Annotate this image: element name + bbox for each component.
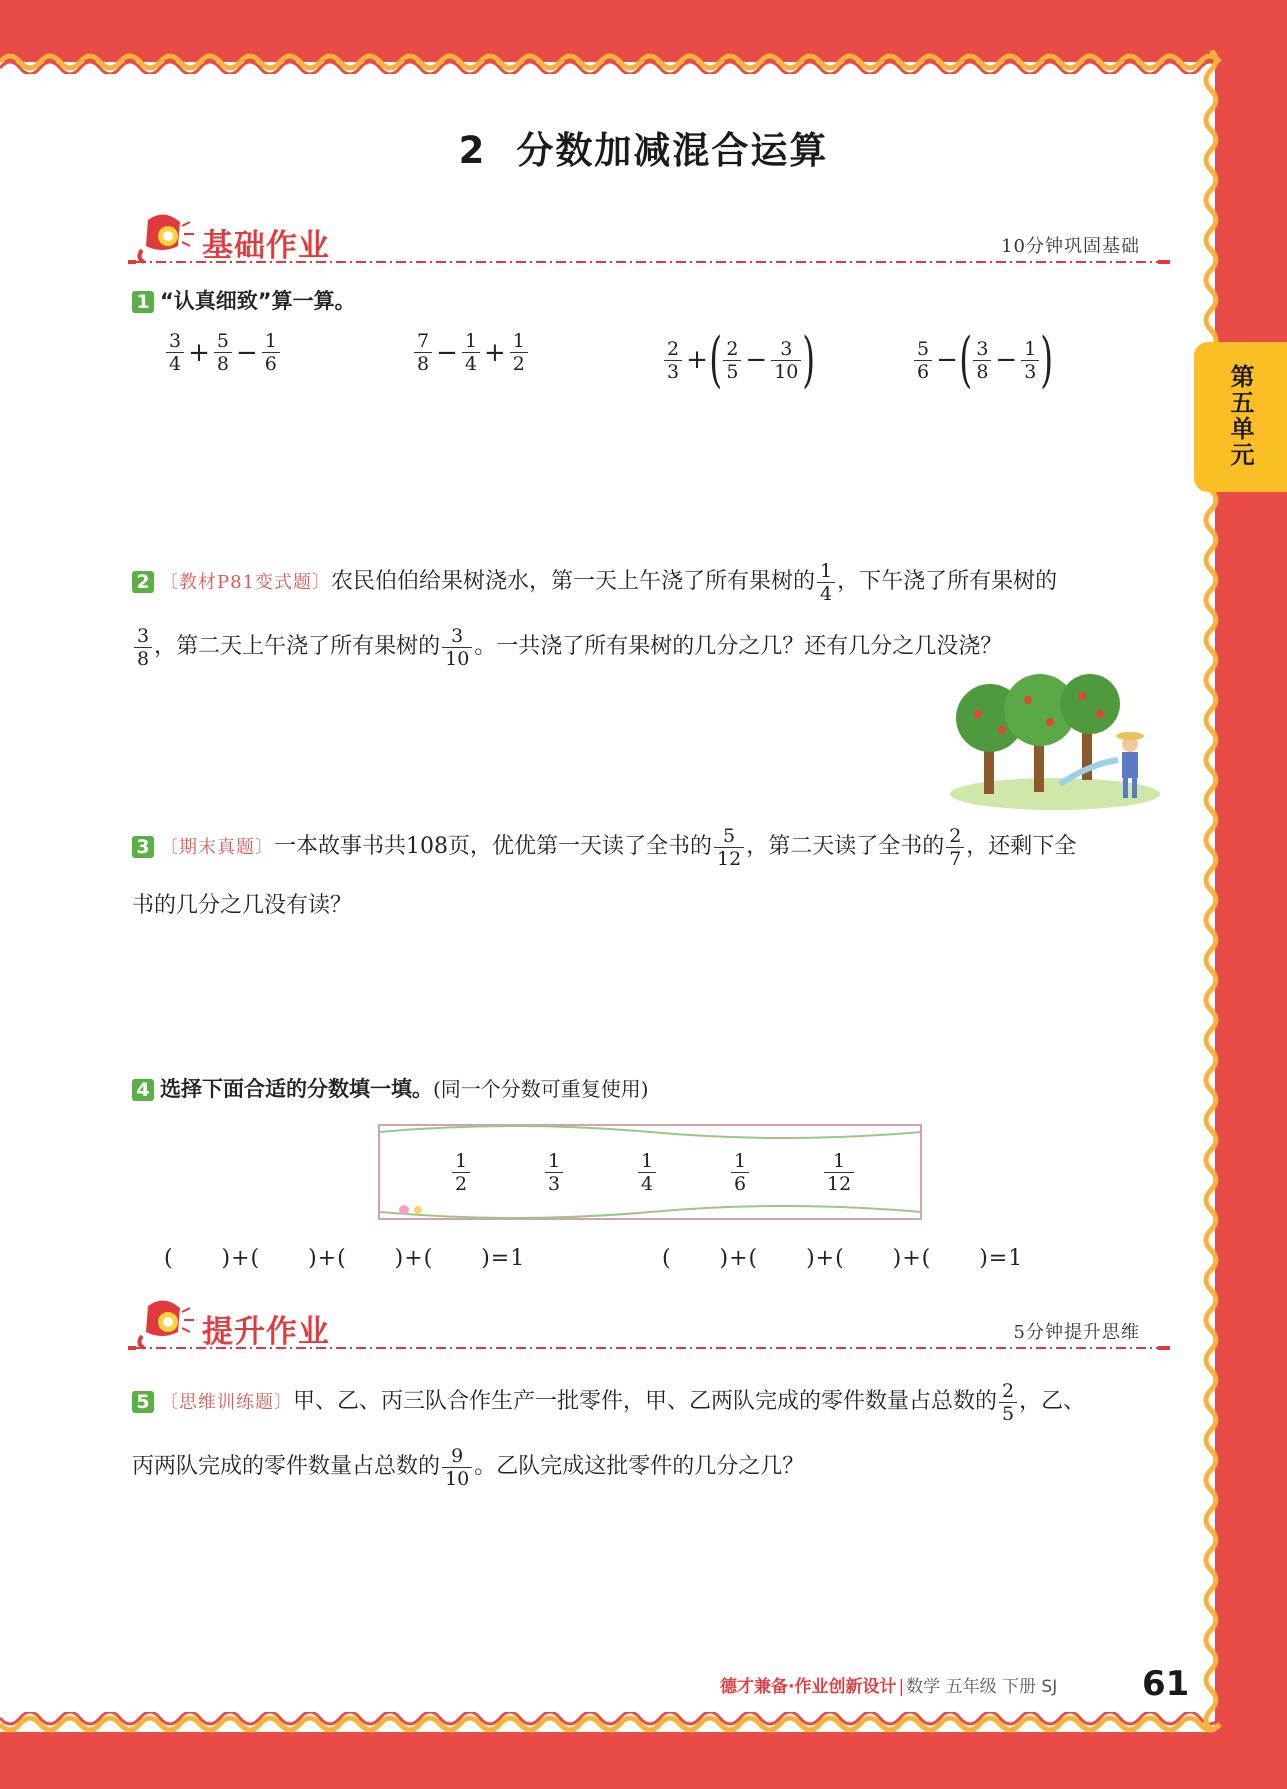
question-number: 2 — [132, 571, 154, 593]
question-3 — [132, 818, 1172, 935]
footer — [720, 1672, 1057, 1697]
right-paren: ) — [1040, 325, 1054, 395]
fraction: $\frac{3}{10}$ — [771, 338, 801, 383]
fraction: $\frac{3}{4}$ — [166, 330, 184, 375]
question-number: 1 — [132, 291, 154, 313]
option-2 — [543, 1150, 565, 1195]
question-text: ，第二天上午浇了所有果树的 — [154, 634, 441, 659]
section-basic-hint: 10分钟巩固基础 — [1001, 236, 1140, 257]
question-text: 。乙队完成这批零件的几分之几？ — [474, 1454, 805, 1479]
footer-grade: 五年级 — [945, 1677, 997, 1697]
expression-3 — [662, 325, 816, 395]
section-advanced-title: 提升作业 — [202, 1314, 330, 1350]
footer-divider: | — [898, 1677, 905, 1697]
lesson-title: 分数加减混合运算 — [516, 129, 829, 172]
question-text: ，还剩下全 — [966, 834, 1077, 859]
section-divider — [128, 1346, 1170, 1350]
equation-2: ( )+( )+( )+( )=1 — [662, 1246, 1024, 1271]
fraction: $\frac{2}{5}$ — [723, 338, 741, 383]
operator: − — [936, 345, 958, 375]
fraction: $\frac{9}{10}$ — [442, 1445, 472, 1490]
fraction: $\frac{1}{3}$ — [1021, 338, 1039, 383]
section-divider — [128, 260, 1170, 264]
fraction: $\frac{2}{3}$ — [664, 338, 682, 383]
unit-label: 第五单元 — [1226, 364, 1254, 468]
fraction: $\frac{5}{12}$ — [714, 825, 744, 870]
option-1 — [450, 1150, 472, 1195]
fraction: $\frac{1}{2}$ — [452, 1150, 470, 1195]
left-paren: ( — [709, 325, 723, 395]
question-text: 一本故事书共108页，优优第一天读了全书的 — [274, 834, 712, 859]
fraction: $\frac{2}{5}$ — [999, 1380, 1017, 1425]
question-text: 书的几分之几没有读？ — [132, 893, 353, 918]
question-4-text: 选择下面合适的分数填一填。 — [160, 1077, 433, 1101]
fraction: $\frac{1}{4}$ — [817, 560, 835, 605]
question-tag: 〔期末真题〕 — [160, 837, 274, 858]
question-5 — [132, 1370, 1172, 1499]
operator: − — [235, 337, 258, 368]
fraction: $\frac{7}{8}$ — [414, 330, 432, 375]
question-number: 4 — [132, 1079, 154, 1101]
top-wave-border — [0, 44, 1230, 74]
expression-1 — [164, 330, 282, 375]
question-text: ，乙、 — [1019, 1389, 1086, 1414]
question-2 — [132, 550, 1172, 679]
fraction: $\frac{1}{3}$ — [545, 1150, 563, 1195]
question-4-note: (同一个分数可重复使用) — [433, 1077, 649, 1101]
operator: + — [686, 345, 708, 375]
left-paren: ( — [959, 325, 973, 395]
bell-mascot-icon — [134, 210, 196, 266]
fraction: $\frac{1}{4}$ — [462, 330, 480, 375]
question-text: ，第二天读了全书的 — [746, 834, 945, 859]
expression-4 — [912, 325, 1054, 395]
fraction: $\frac{3}{10}$ — [442, 625, 472, 670]
operator: + — [483, 337, 506, 368]
expression-2 — [412, 330, 530, 375]
equation-1: ( )+( )+( )+( )=1 — [164, 1246, 526, 1271]
question-text: 丙两队完成的零件数量占总数的 — [132, 1454, 441, 1479]
fraction: $\frac{1}{12}$ — [824, 1150, 854, 1195]
section-basic-header — [128, 210, 1170, 270]
footer-subject: 数学 — [906, 1677, 941, 1697]
lesson-number: 2 — [458, 129, 487, 172]
question-1 — [132, 284, 356, 318]
fraction: $\frac{3}{8}$ — [973, 338, 991, 383]
operator: − — [436, 337, 458, 368]
question-text: ，下午浇了所有果树的 — [837, 569, 1058, 594]
question-number: 3 — [132, 836, 154, 858]
page-number: 61 — [1142, 1664, 1190, 1704]
footer-volume: 下册 — [1002, 1677, 1037, 1697]
section-advanced-header — [128, 1296, 1170, 1356]
question-text: 农民伯伯给果树浇水，第一天上午浇了所有果树的 — [331, 569, 816, 594]
fraction: $\frac{2}{7}$ — [946, 825, 964, 870]
bottom-wave-border — [0, 1712, 1230, 1742]
fraction: $\frac{5}{6}$ — [914, 338, 932, 383]
fraction: $\frac{5}{8}$ — [214, 330, 232, 375]
page-title — [0, 120, 1287, 174]
fraction: $\frac{1}{6}$ — [731, 1150, 749, 1195]
footer-edition: SJ — [1041, 1677, 1058, 1697]
unit-side-tab — [1194, 342, 1287, 492]
question-text: 甲、乙、丙三队合作生产一批零件，甲、乙两队完成的零件数量占总数的 — [293, 1389, 998, 1414]
question-4 — [132, 1072, 649, 1106]
option-5 — [822, 1150, 856, 1195]
option-3 — [636, 1150, 658, 1195]
orchard-illustration — [950, 674, 1160, 810]
bell-mascot-icon — [134, 1296, 196, 1352]
question-tag: 〔思维训练题〕 — [160, 1392, 293, 1413]
operator: − — [745, 345, 768, 375]
fraction: $\frac{1}{6}$ — [262, 330, 280, 375]
operator: + — [188, 337, 210, 368]
question-1-text: “认真细致”算一算。 — [160, 289, 356, 313]
question-number: 5 — [132, 1391, 154, 1413]
section-basic-title: 基础作业 — [202, 228, 330, 264]
fraction: $\frac{1}{2}$ — [510, 330, 528, 375]
footer-brand: 德才兼备·作业创新设计 — [720, 1677, 897, 1697]
option-4 — [729, 1150, 751, 1195]
fraction: $\frac{1}{4}$ — [638, 1150, 656, 1195]
question-text: 。一共浇了所有果树的几分之几？还有几分之几没浇？ — [474, 634, 1003, 659]
fraction: $\frac{3}{8}$ — [134, 625, 152, 670]
section-advanced-hint: 5分钟提升思维 — [1013, 1322, 1140, 1343]
right-wave-border — [1195, 50, 1227, 1730]
question-tag: 〔教材P81变式题〕 — [160, 572, 332, 593]
operator: − — [995, 345, 1018, 375]
right-paren: ) — [802, 325, 816, 395]
